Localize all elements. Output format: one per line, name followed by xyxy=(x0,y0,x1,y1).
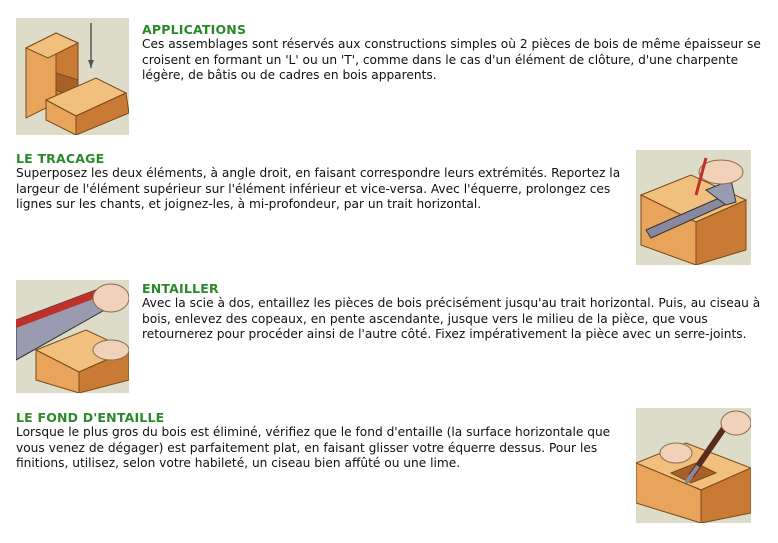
section-title: APPLICATIONS xyxy=(142,22,247,37)
chisel-finishing-illustration xyxy=(636,408,751,523)
section-title: ENTAILLER xyxy=(142,281,219,296)
half-lap-joint-illustration xyxy=(16,18,129,135)
sawing-illustration xyxy=(16,280,129,393)
section-text: Superposez les deux éléments, à angle droit, en faisant correspondre leurs extrémités. Reportez la largeur de l'élément supérieur sur l'élément inférieur et vice-versa. Avec l'équerre, prolongez ces lignes sur les chants, et joignez-les, à mi-profondeur, par un trait horizontal. xyxy=(16,166,621,211)
section-applications xyxy=(142,22,767,84)
marking-with-square-illustration xyxy=(636,150,751,265)
section-entailler xyxy=(142,281,767,343)
section-fond-entaille xyxy=(16,410,631,472)
section-text: Lorsque le plus gros du bois est éliminé, vérifiez que le fond d'entaille (la surface horizontale que vous venez de dégager) est parfaitement plat, en faisant glisser votre équerre dessus. Pour les finitions, utilisez, selon votre habileté, un ciseau bien affûté ou une lime. xyxy=(16,425,611,470)
section-text: Ces assemblages sont réservés aux constructions simples où 2 pièces de bois de même épaisseur se croisent en formant un 'L' ou un 'T', comme dans le cas d'un élément de clôture, d'une charpente légère, de bâtis ou de cadres en bois apparents. xyxy=(142,37,761,82)
section-tracage xyxy=(16,151,631,213)
section-text: Avec la scie à dos, entaillez les pièces de bois précisément jusqu'au trait horizontal. Puis, au ciseau à bois, enlevez des copeaux, en pente ascendante, jusque vers le milieu de la pièce, que vous retournerez pour procéder ainsi de l'autre côté. Fixez impérativement la pièce avec un serre-joints. xyxy=(142,296,761,341)
section-title: LE TRACAGE xyxy=(16,151,105,166)
section-title: LE FOND D'ENTAILLE xyxy=(16,410,165,425)
